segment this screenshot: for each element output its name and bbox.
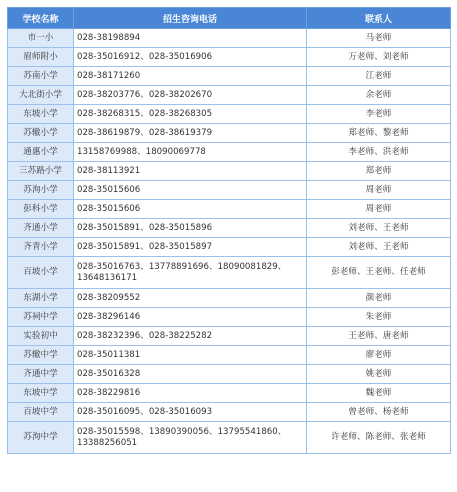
school-cell: 苏洵小学 (8, 181, 74, 200)
phone-cell: 028-35016328 (74, 365, 307, 384)
table-row (8, 181, 451, 200)
table-row (8, 422, 451, 454)
school-cell: 三苏路小学 (8, 162, 74, 181)
table-header-row (8, 8, 451, 29)
contact-cell: 刘老师、王老师 (307, 238, 451, 257)
contact-cell: 江老师 (307, 67, 451, 86)
table-row (8, 67, 451, 86)
school-cell: 齐通中学 (8, 365, 74, 384)
school-cell: 苏洵中学 (8, 422, 74, 454)
table-row (8, 143, 451, 162)
school-cell: 齐通小学 (8, 219, 74, 238)
phone-cell: 028-38171260 (74, 67, 307, 86)
contact-cell: 许老师、陈老师、张老师 (307, 422, 451, 454)
school-cell: 苏南小学 (8, 67, 74, 86)
phone-cell: 028-38113921 (74, 162, 307, 181)
contact-cell: 余老师 (307, 86, 451, 105)
contact-cell: 王老师、唐老师 (307, 327, 451, 346)
contact-table-container (7, 7, 450, 454)
phone-cell: 028-38203776、028-38202670 (74, 86, 307, 105)
contact-cell: 周老师 (307, 200, 451, 219)
contact-cell: 刘老师、王老师 (307, 219, 451, 238)
phone-cell: 028-35011381 (74, 346, 307, 365)
table-row (8, 346, 451, 365)
enrollment-contact-table (7, 7, 451, 454)
table-row (8, 384, 451, 403)
school-cell: 东湖小学 (8, 289, 74, 308)
school-cell: 大北街小学 (8, 86, 74, 105)
phone-cell: 13158769988、18090069778 (74, 143, 307, 162)
phone-cell: 028-35016095、028-35016093 (74, 403, 307, 422)
header-contact: 联系人 (307, 8, 451, 29)
phone-cell: 028-35016763、13778891696、18090081829、13648136171 (74, 257, 307, 289)
phone-cell: 028-38268315、028-38268305 (74, 105, 307, 124)
school-cell: 百坡中学 (8, 403, 74, 422)
phone-cell: 028-38229816 (74, 384, 307, 403)
contact-cell: 李老师、洪老师 (307, 143, 451, 162)
table-row (8, 200, 451, 219)
contact-cell: 姚老师 (307, 365, 451, 384)
school-cell: 彭科小学 (8, 200, 74, 219)
contact-cell: 魏老师 (307, 384, 451, 403)
school-cell: 苏辙中学 (8, 346, 74, 365)
phone-cell: 028-35015606 (74, 181, 307, 200)
phone-cell: 028-38296146 (74, 308, 307, 327)
table-row (8, 124, 451, 143)
phone-cell: 028-35015891、028-35015897 (74, 238, 307, 257)
school-cell: 苏祠中学 (8, 308, 74, 327)
table-row (8, 29, 451, 48)
contact-cell: 郑老师 (307, 162, 451, 181)
contact-cell: 彭老师、王老师、任老师 (307, 257, 451, 289)
phone-cell: 028-35016912、028-35016906 (74, 48, 307, 67)
school-cell: 市一小 (8, 29, 74, 48)
table-row (8, 365, 451, 384)
contact-cell: 颜老师 (307, 289, 451, 308)
phone-cell: 028-35015606 (74, 200, 307, 219)
contact-cell: 廖老师 (307, 346, 451, 365)
school-cell: 东坡中学 (8, 384, 74, 403)
contact-cell: 郑老师、黎老师 (307, 124, 451, 143)
school-cell: 苏辙小学 (8, 124, 74, 143)
school-cell: 齐青小学 (8, 238, 74, 257)
school-cell: 东坡小学 (8, 105, 74, 124)
phone-cell: 028-35015891、028-35015896 (74, 219, 307, 238)
header-phone: 招生咨询电话 (74, 8, 307, 29)
contact-cell: 朱老师 (307, 308, 451, 327)
school-cell: 眉师附小 (8, 48, 74, 67)
school-cell: 实验初中 (8, 327, 74, 346)
table-row (8, 257, 451, 289)
table-row (8, 308, 451, 327)
table-row (8, 48, 451, 67)
table-row (8, 86, 451, 105)
table-row (8, 327, 451, 346)
table-row (8, 105, 451, 124)
contact-cell: 李老师 (307, 105, 451, 124)
phone-cell: 028-35015598、13890390056、13795541860、13388256051 (74, 422, 307, 454)
contact-cell: 万老师、刘老师 (307, 48, 451, 67)
table-row (8, 403, 451, 422)
table-row (8, 238, 451, 257)
phone-cell: 028-38232396、028-38225282 (74, 327, 307, 346)
school-cell: 通惠小学 (8, 143, 74, 162)
phone-cell: 028-38209552 (74, 289, 307, 308)
header-school: 学校名称 (8, 8, 74, 29)
phone-cell: 028-38619879、028-38619379 (74, 124, 307, 143)
table-body (8, 29, 451, 454)
table-row (8, 219, 451, 238)
table-row (8, 289, 451, 308)
table-row (8, 162, 451, 181)
contact-cell: 曾老师、杨老师 (307, 403, 451, 422)
contact-cell: 周老师 (307, 181, 451, 200)
contact-cell: 马老师 (307, 29, 451, 48)
school-cell: 百坡小学 (8, 257, 74, 289)
phone-cell: 028-38198894 (74, 29, 307, 48)
